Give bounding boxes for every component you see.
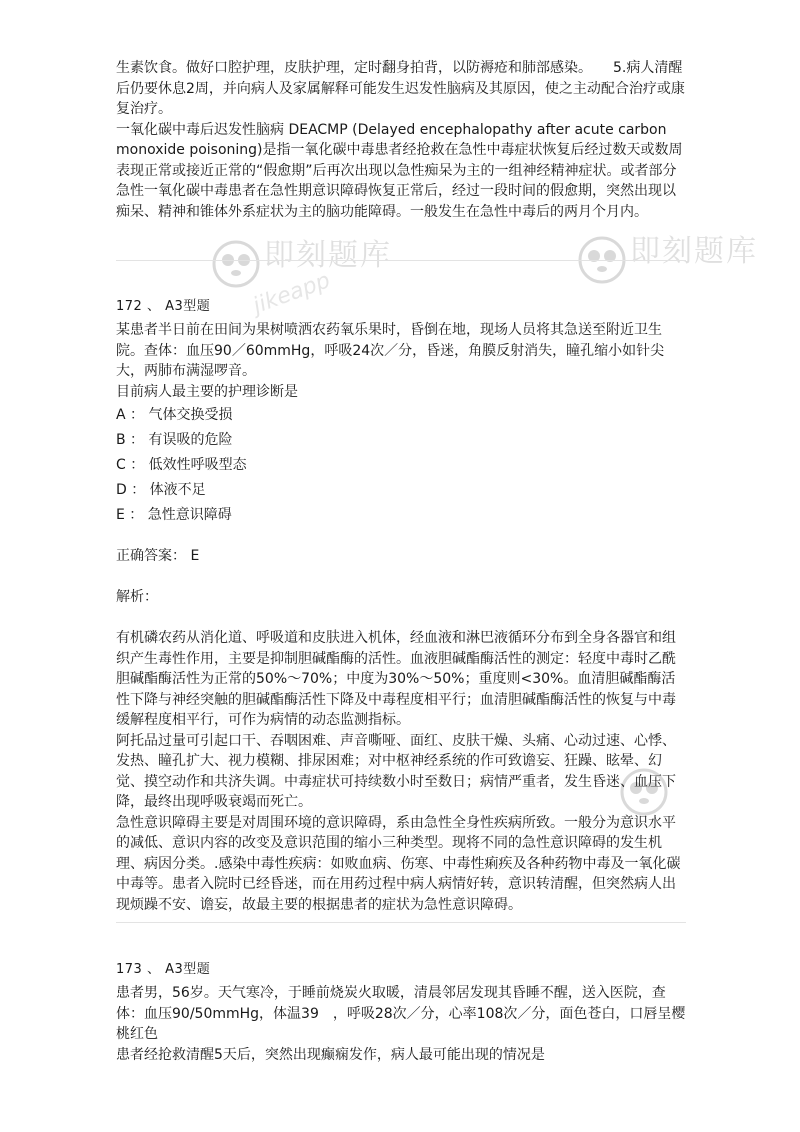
analysis-paragraph: 阿托品过量可引起口干、吞咽困难、声音嘶哑、面红、皮肤干燥、头痛、心动过速、心悸、发热、瞳孔扩大、视力模糊、排尿困难；对中枢神经系统的作可致谵妄、狂躁、眩晕、幻觉、摸空动作和共济失调。中毒症状可持续数小时至数日；病情严重者，发生昏迷、血压下降，最终出现呼吸衰竭而死亡。 — [116, 732, 676, 810]
watermark — [578, 234, 758, 291]
option-e[interactable]: E ： 急性意识障碍 — [116, 507, 232, 523]
watermark-text: 即刻题库 — [630, 234, 758, 269]
analysis-body — [116, 628, 686, 915]
question-prompt: 患者经抢救清醒5天后，突然出现癫痫发作，病人最可能出现的情况是 — [116, 1046, 545, 1063]
divider — [116, 260, 686, 261]
correct-answer: 正确答案： E — [116, 548, 200, 564]
intro-paragraph: 生素饮食。做好口腔护理，皮肤护理，定时翻身拍背，以防褥疮和肺部感染。 5.病人清醒后仍要休息2周，并向病人及家属解释可能发生迟发性脑病及其原因，使之主动配合治疗或康复治疗。 — [116, 60, 685, 117]
analysis-paragraph: 急性意识障碍主要是对周围环境的意识障碍，系由急性全身性疾病所致。一般分为意识水平的减低、意识内容的改变及意识范围的缩小三种类型。现将不同的急性意识障碍的发生机理、病因分类。.感染中毒性疾病：如败血病、伤寒、中毒性痢疾及各种药物中毒及一氧化碳中毒等。患者入院时已经昏迷，而在用药过程中病人病情好转，意识转清醒，但突然病人出现烦躁不安、谵妄，故最主要的根据患者的症状为急性意识障碍。 — [116, 814, 681, 913]
question-stem — [116, 320, 686, 402]
watermark-subtext: jikeapp — [249, 268, 334, 319]
option-a[interactable]: A ： 气体交换受损 — [116, 407, 233, 423]
question-prompt: 目前病人最主要的护理诊断是 — [116, 383, 298, 400]
question-stem-text: 患者男，56岁。天气寒冷，于睡前烧炭火取暖，清晨邻居发现其昏睡不醒，送入医院，查体：血压90/50mmHg，体温39 ，呼吸28次／分，心率108次／分，面色苍白，口唇呈樱桃红色 — [116, 985, 686, 1042]
option-b[interactable]: B ： 有误吸的危险 — [116, 432, 233, 448]
analysis-label: 解析： — [116, 589, 158, 605]
watermark — [212, 238, 392, 319]
panda-logo-icon — [212, 240, 260, 288]
divider — [116, 922, 686, 923]
watermark-text: 即刻题库 — [264, 238, 392, 273]
analysis-paragraph: 有机磷农药从消化道、呼吸道和皮肤进入机体，经血液和淋巴液循环分布到全身各器官和组织产生毒性作用，主要是抑制胆碱酯酶的活性。血液胆碱酯酶活性的测定：轻度中毒时乙酰胆碱酯酶活性为正常的50%～70%；中度为30%～50%；重度则<30%。血清胆碱酯酶活性下降与神经突触的胆碱酯酶活性下降及中毒程度相平行；血清胆碱酯酶活性的恢复与中毒缓解程度相平行，可作为病情的动态监测指标。 — [116, 630, 676, 728]
intro-paragraph: 一氧化碳中毒后迟发性脑病 DEACMP (Delayed encephalopathy after acute carbon monoxide poisoning)是指一氧化碳中毒患者经抢救在急性中毒症状恢复后经过数天或数周表现正常或接近正常的“假愈期”后再次出现以急性痴呆为主的一组神经精神症状。或者部分急性一氧化碳中毒患者在急性期意识障碍恢复正常后，经过一段时间的假愈期，突然出现以痴呆、精神和锥体外系症状为主的脑功能障碍。一般发生在急性中毒后的两月个月内。 — [116, 121, 683, 220]
question-header: 172 、 A3型题 — [116, 299, 211, 314]
question-header: 173 、 A3型题 — [116, 962, 211, 977]
question-stem — [116, 983, 686, 1065]
option-d[interactable]: D ： 体液不足 — [116, 482, 206, 498]
option-c[interactable]: C ： 低效性呼吸型态 — [116, 457, 247, 473]
intro-section — [116, 58, 686, 222]
question-stem-text: 某患者半日前在田间为果树喷洒农药氧乐果时，昏倒在地，现场人员将其急送至附近卫生院。查体：血压90／60mmHg，呼吸24次／分，昏迷，角膜反射消失，瞳孔缩小如针尖大，两肺布满湿啰音。 — [116, 322, 665, 379]
